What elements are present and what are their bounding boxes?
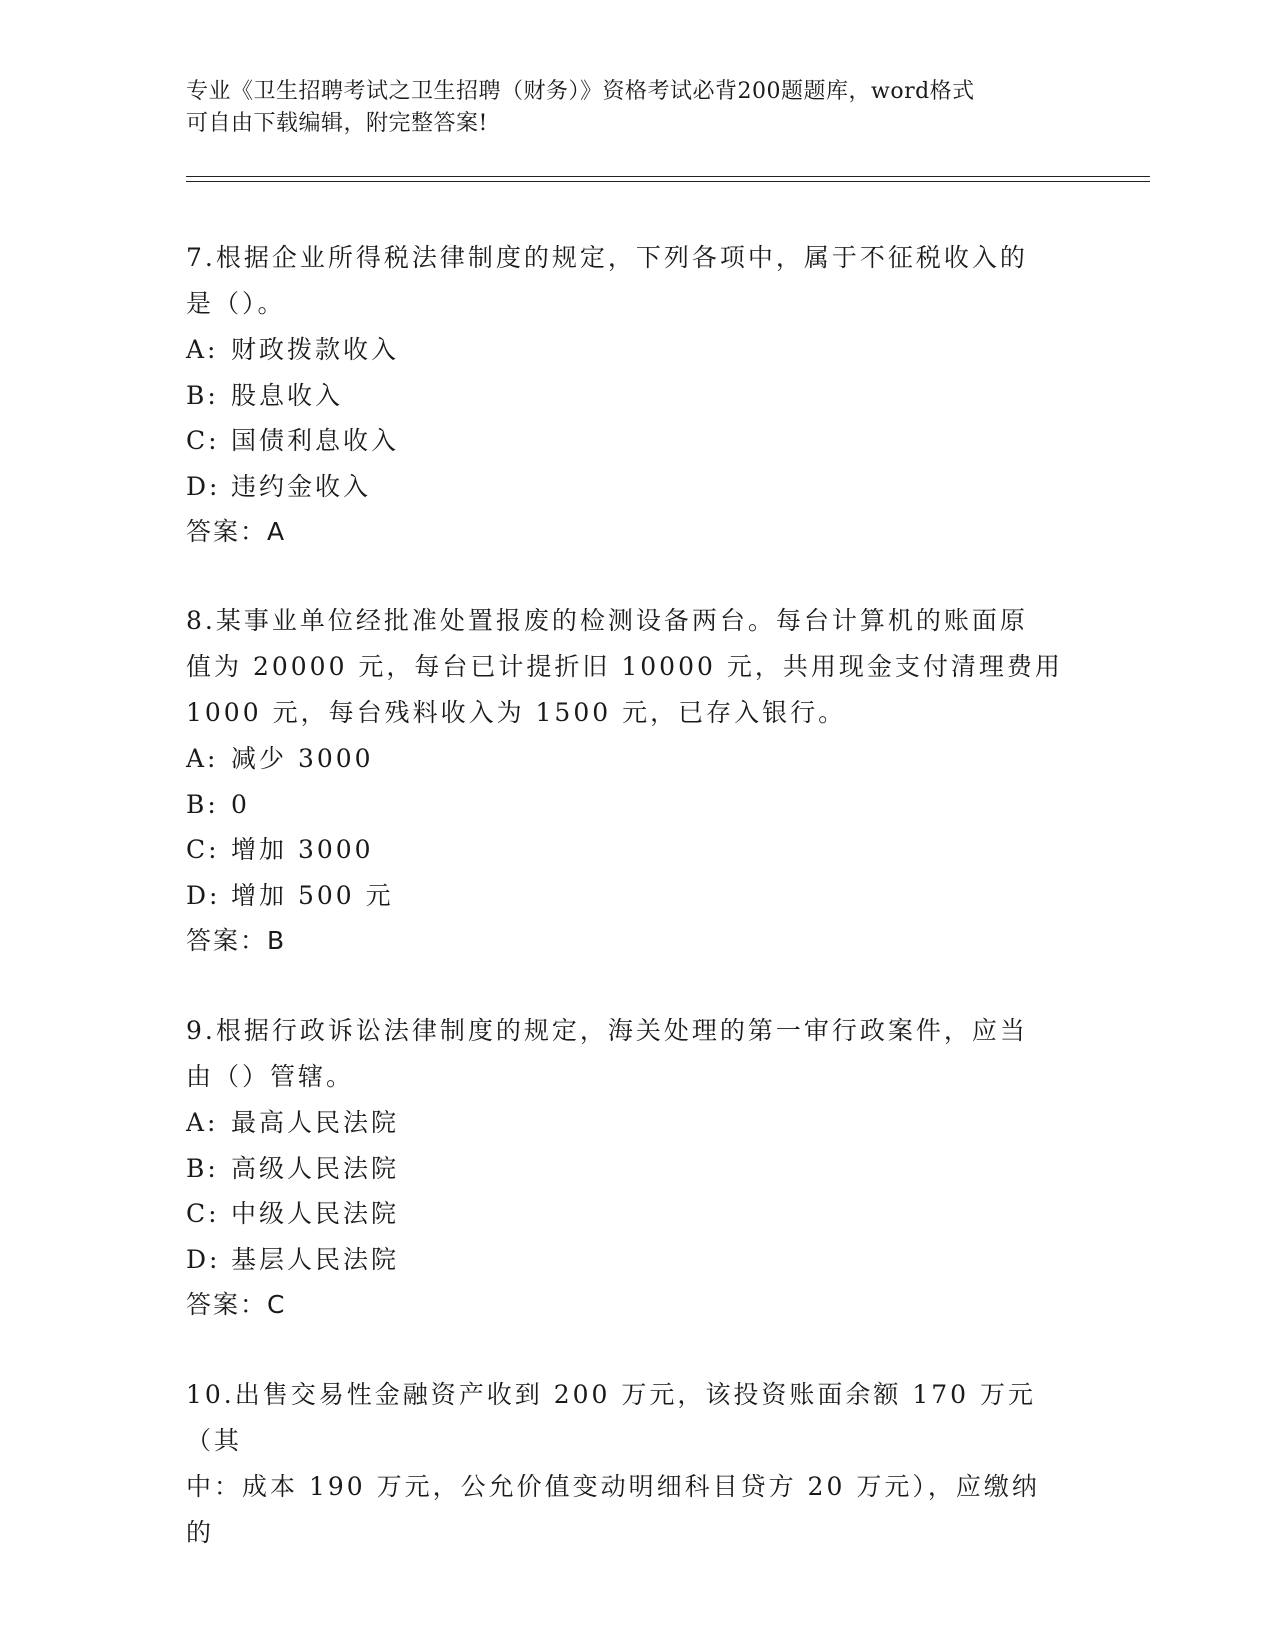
header-line-1: 专业《卫生招聘考试之卫生招聘（财务）》资格考试必背200题题库，word格式 — [186, 79, 975, 104]
option-d — [186, 1237, 1066, 1283]
option-key: A: — [186, 1108, 219, 1137]
question-stem-line: 8.某事业单位经批准处置报废的检测设备两台。每台计算机的账面原 — [186, 606, 1028, 635]
option-text: 国债利息收入 — [231, 426, 400, 455]
option-text: 中级人民法院 — [231, 1199, 400, 1228]
question-stem-line: 是（）。 — [186, 289, 286, 318]
option-text: 增加 500 元 — [231, 880, 394, 910]
question-stem-line: 10.出售交易性金融资产收到 200 万元，该投资账面余额 170 万元（其 — [186, 1380, 1036, 1455]
option-key: B: — [186, 789, 219, 819]
option-key: C: — [186, 835, 220, 864]
option-key: C: — [186, 426, 220, 455]
option-key: A: — [186, 335, 219, 364]
header-divider-top — [186, 176, 1150, 177]
option-c — [186, 418, 1066, 464]
option-d — [186, 873, 1066, 919]
answer-line: 答案：C — [186, 1290, 287, 1319]
option-b — [186, 1146, 1066, 1192]
option-text: 增加 3000 — [231, 835, 374, 864]
question-stem-line: 7.根据企业所得税法律制度的规定，下列各项中，属于不征税收入的 — [186, 243, 1028, 272]
option-text: 违约金收入 — [231, 471, 372, 501]
option-text: 最高人民法院 — [231, 1108, 400, 1137]
option-key: D: — [186, 1244, 221, 1274]
option-text: 财政拨款收入 — [231, 335, 400, 364]
question-stem-line: 值为 20000 元，每台已计提折旧 10000 元，共用现金支付清理费用 — [186, 652, 1063, 681]
option-b — [186, 782, 1066, 828]
question-stem-line: 1000 元，每台残料收入为 1500 元，已存入银行。 — [186, 698, 847, 727]
option-key: A: — [186, 744, 219, 773]
option-key: D: — [186, 471, 221, 501]
option-text: 0 — [231, 789, 250, 819]
option-c — [186, 1191, 1066, 1237]
question-stem-line: 由（）管辖。 — [186, 1062, 355, 1091]
option-text: 基层人民法院 — [231, 1244, 400, 1274]
option-d — [186, 464, 1066, 510]
question-10 — [186, 1372, 1066, 1556]
option-a — [186, 736, 1066, 782]
option-a — [186, 327, 1066, 373]
question-stem-line: 中：成本 190 万元，公允价值变动明细科目贷方 20 万元），应缴纳的 — [186, 1472, 1040, 1547]
question-stem-line: 9.根据行政诉讼法律制度的规定，海关处理的第一审行政案件，应当 — [186, 1016, 1028, 1045]
option-b — [186, 373, 1066, 419]
question-9 — [186, 1008, 1066, 1327]
option-key: B: — [186, 380, 219, 410]
option-text: 减少 3000 — [231, 744, 374, 773]
option-text: 高级人民法院 — [231, 1153, 400, 1183]
option-key: B: — [186, 1153, 219, 1183]
header-line-2: 可自由下载编辑，附完整答案! — [186, 111, 488, 136]
document-header — [186, 76, 1066, 140]
option-key: D: — [186, 880, 221, 910]
question-7 — [186, 235, 1066, 554]
answer-line: 答案：B — [186, 926, 287, 955]
header-divider-bottom — [186, 181, 1150, 182]
answer-line: 答案：A — [186, 517, 287, 546]
option-c — [186, 827, 1066, 873]
question-8 — [186, 598, 1066, 963]
option-key: C: — [186, 1199, 220, 1228]
option-text: 股息收入 — [231, 380, 344, 410]
option-a — [186, 1100, 1066, 1146]
